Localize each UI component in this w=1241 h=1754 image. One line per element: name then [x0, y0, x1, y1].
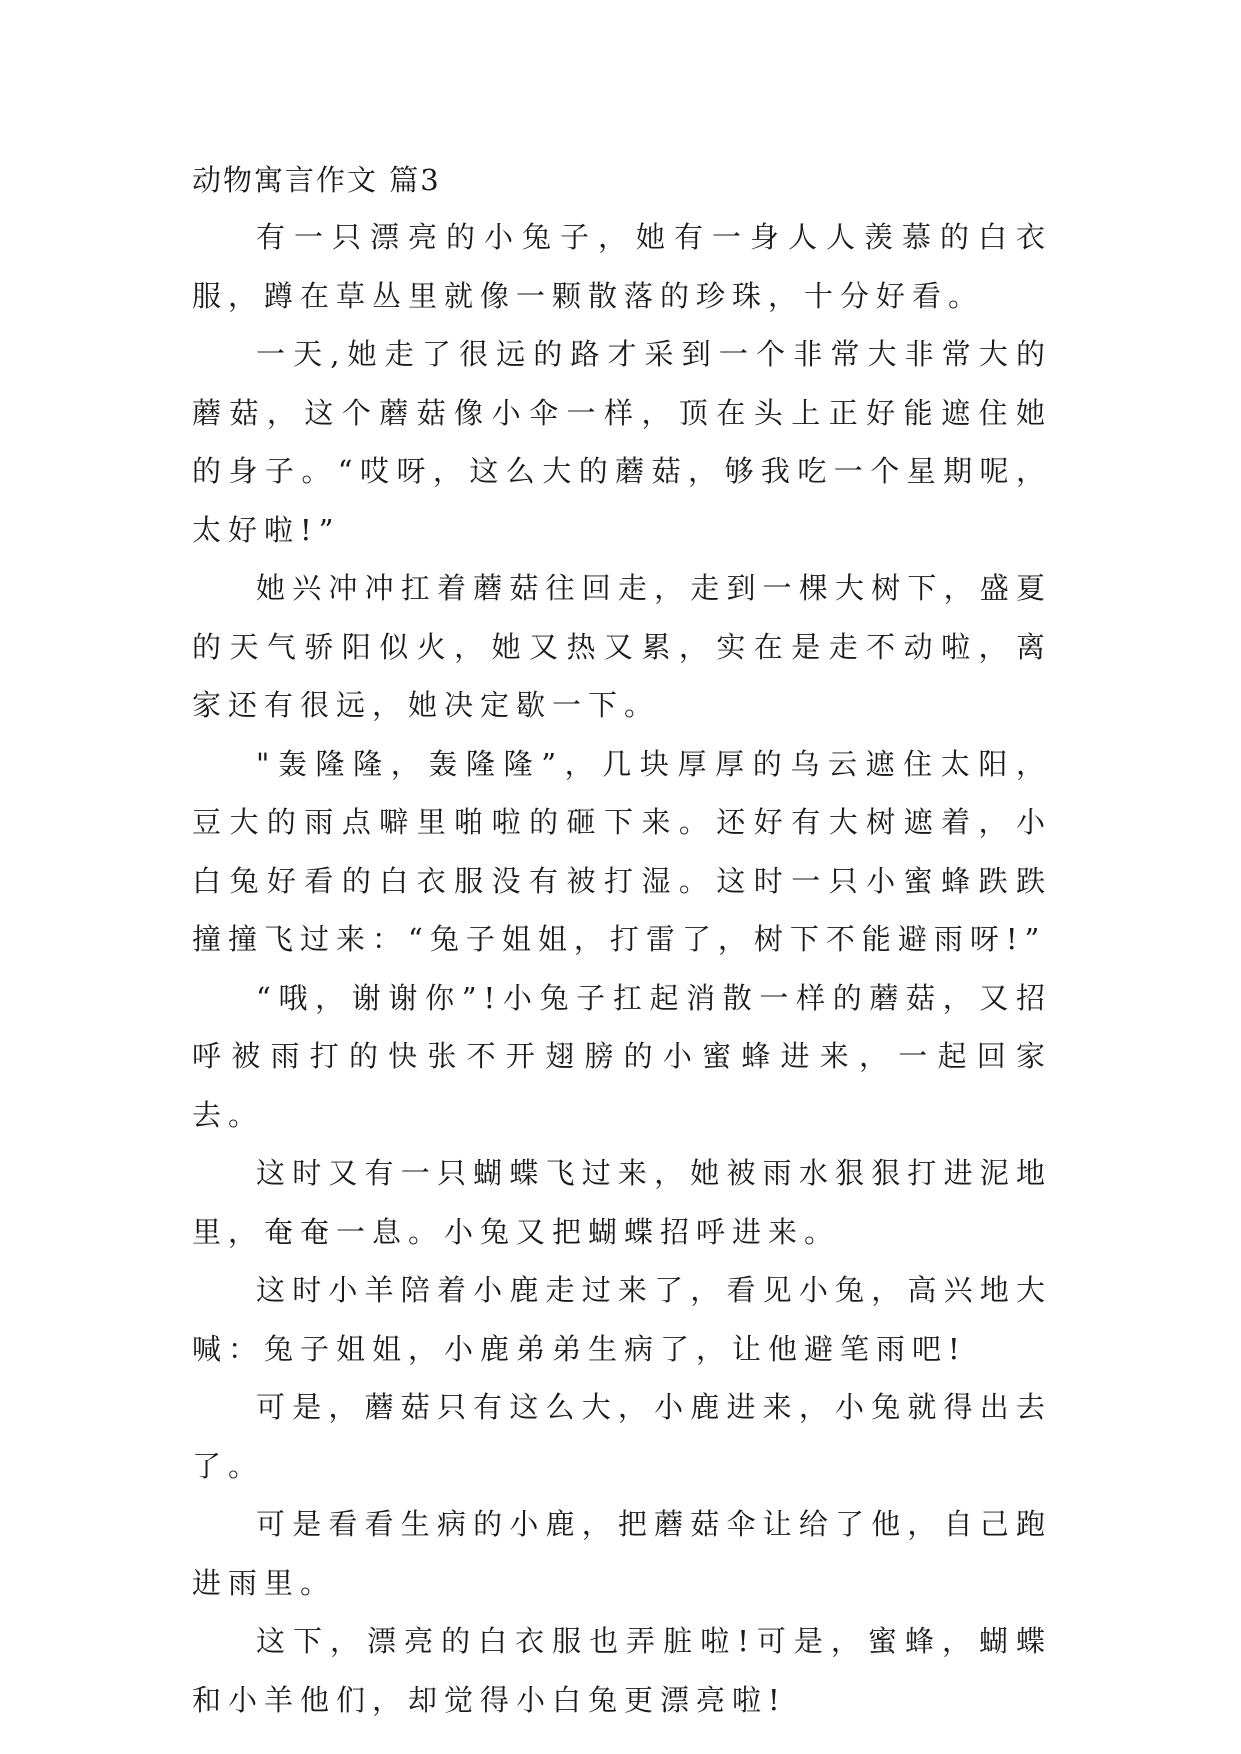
paragraph: 这时小羊陪着小鹿走过来了，看见小兔，高兴地大喊：兔子姐姐，小鹿弟弟生病了，让他避笔雨吧!	[192, 1273, 1052, 1366]
paragraph: 这下，漂亮的白衣服也弄脏啦!可是，蜜蜂，蝴蝶和小羊他们，却觉得小白兔更漂亮啦!	[192, 1624, 1052, 1717]
document-page	[192, 160, 1052, 1729]
paragraph: 她兴冲冲扛着蘑菇往回走，走到一棵大树下，盛夏的天气骄阳似火，她又热又累，实在是走不动啦，离家还有很远，她决定歇一下。	[192, 571, 1052, 722]
paragraph: 可是看看生病的小鹿，把蘑菇伞让给了他，自己跑进雨里。	[192, 1507, 1052, 1600]
paragraph: 可是，蘑菇只有这么大，小鹿进来，小兔就得出去了。	[192, 1390, 1052, 1483]
paragraph: 一天,她走了很远的路才采到一个非常大非常大的蘑菇，这个蘑菇像小伞一样，顶在头上正好能遮住她的身子。“哎呀，这么大的蘑菇，够我吃一个星期呢，太好啦!”	[192, 337, 1052, 547]
paragraph: “哦，谢谢你”!小兔子扛起消散一样的蘑菇，又招呼被雨打的快张不开翅膀的小蜜蜂进来，一起回家去。	[192, 980, 1052, 1132]
paragraph: 有一只漂亮的小兔子，她有一身人人羡慕的白衣服，蹲在草丛里就像一颗散落的珍珠，十分好看。	[192, 220, 1052, 313]
paragraph: "轰隆隆，轰隆隆”，几块厚厚的乌云遮住太阳，豆大的雨点噼里啪啦的砸下来。还好有大树遮着，小白兔好看的白衣服没有被打湿。这时一只小蜜蜂跌跌撞撞飞过来：“兔子姐姐，打雷了，树下不能避雨呀!”	[192, 746, 1052, 956]
paragraph: 这时又有一只蝴蝶飞过来，她被雨水狠狠打进泥地里，奄奄一息。小兔又把蝴蝶招呼进来。	[192, 1156, 1052, 1249]
document-title: 动物寓言作文 篇3	[192, 163, 441, 197]
